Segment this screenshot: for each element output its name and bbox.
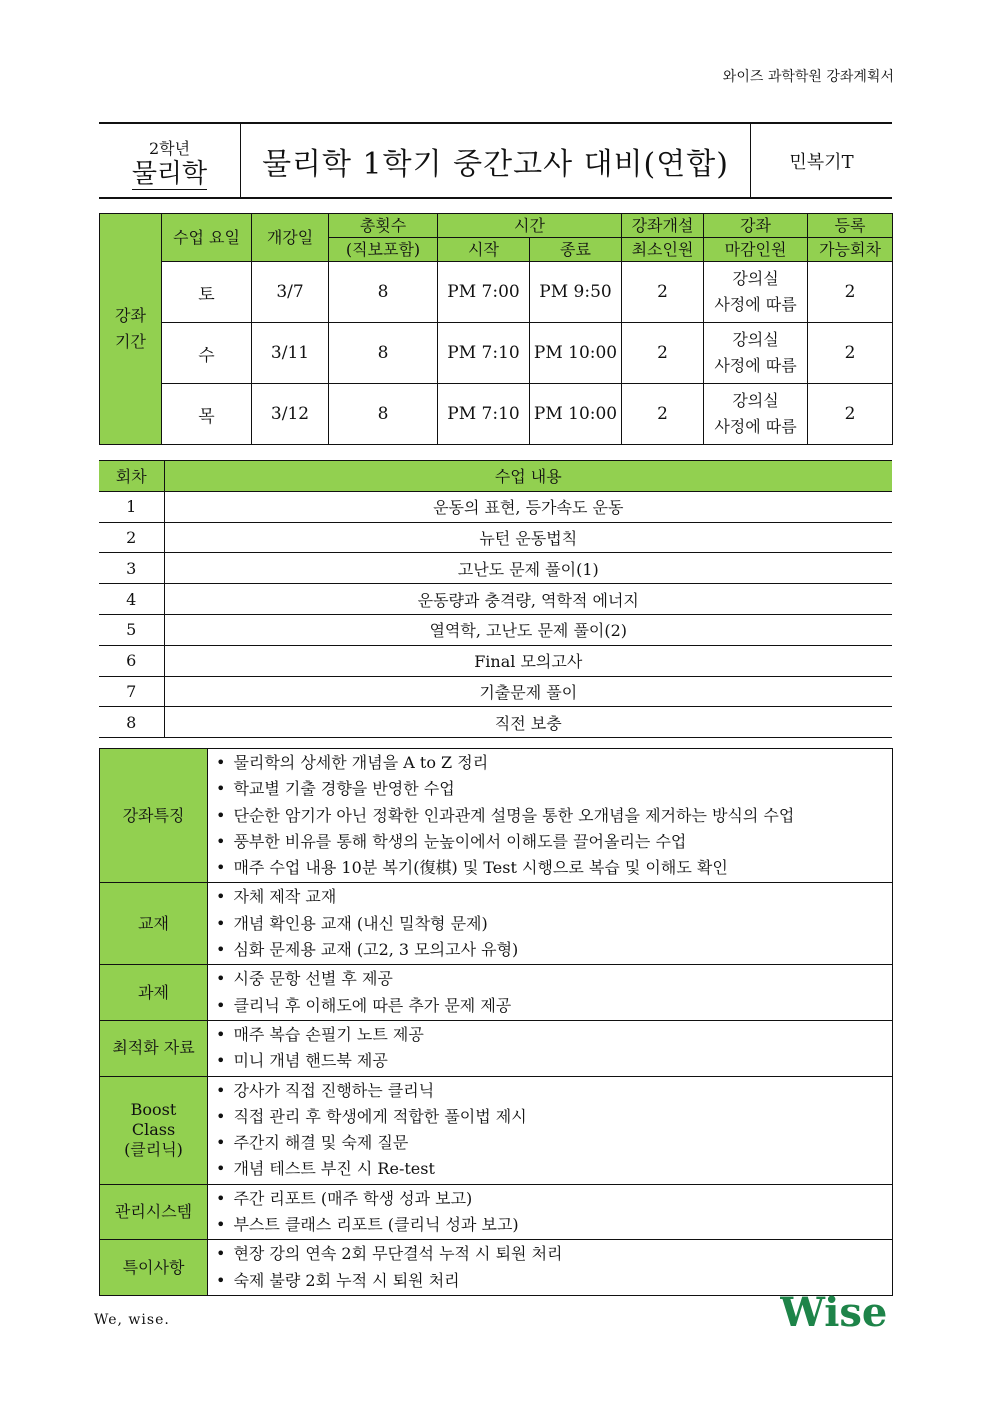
schedule-start-date: 3/7 (252, 262, 329, 323)
feature-items (208, 1020, 893, 1076)
wise-logo-text: Wise (780, 1290, 888, 1334)
feature-items (208, 749, 893, 883)
schedule-row (100, 262, 893, 323)
feature-label (100, 1020, 208, 1076)
session-content: Final 모의고사 (164, 645, 892, 676)
feature-item: • 심화 문제용 교재 (고2, 3 모의고사 유형) (216, 937, 892, 963)
schedule-close-1: 강의실 (732, 391, 779, 410)
feature-label-line: Boost (130, 1100, 177, 1120)
schedule-time-end: PM 10:00 (530, 384, 622, 445)
feature-item: • 학교별 기출 경향을 반영한 수업 (216, 776, 892, 802)
schedule-time-start: PM 7:10 (438, 384, 530, 445)
schedule-min: 2 (622, 323, 704, 384)
header-enroll: 등록 (808, 214, 893, 238)
schedule-row (100, 384, 893, 445)
feature-label-line: Class (131, 1120, 176, 1140)
feature-item: • 개념 확인용 교재 (내신 밀착형 문제) (216, 911, 892, 937)
schedule-enroll: 2 (808, 384, 893, 445)
feature-label-line: (클리닉) (124, 1140, 183, 1160)
schedule-close-1: 강의실 (732, 269, 779, 288)
session-row (99, 584, 892, 615)
feature-item: • 주간지 해결 및 숙제 질문 (216, 1130, 892, 1156)
schedule-close-1: 강의실 (732, 330, 779, 349)
header-min-people-2: 최소인원 (622, 238, 704, 262)
session-number: 4 (99, 584, 164, 615)
feature-items (208, 1076, 893, 1184)
session-row (99, 645, 892, 676)
title-block (99, 122, 892, 199)
schedule-day: 목 (162, 384, 252, 445)
session-number: 1 (99, 491, 164, 522)
schedule-day: 수 (162, 323, 252, 384)
feature-item: • 단순한 암기가 아닌 정확한 인과관계 설명을 통한 오개념을 제거하는 방식의 수업 (216, 803, 892, 829)
header-close: 강좌 (704, 214, 808, 238)
schedule-close-2: 사정에 따름 (714, 417, 797, 436)
header-close-2: 마감인원 (704, 238, 808, 262)
session-row (99, 553, 892, 584)
feature-item: • 시중 문항 선별 후 제공 (216, 966, 892, 992)
schedule-start-date: 3/12 (252, 384, 329, 445)
session-number: 5 (99, 614, 164, 645)
session-row (99, 676, 892, 707)
feature-label (100, 1240, 208, 1296)
feature-row (100, 965, 893, 1021)
feature-row (100, 749, 893, 883)
session-content: 운동의 표현, 등가속도 운동 (164, 491, 892, 522)
header-day: 수업 요일 (162, 214, 252, 262)
feature-row (100, 1184, 893, 1240)
session-content: 직전 보충 (164, 707, 892, 738)
feature-item: • 주간 리포트 (매주 학생 성과 보고) (216, 1186, 892, 1212)
feature-item: • 강사가 직접 진행하는 클리닉 (216, 1078, 892, 1104)
session-row (99, 614, 892, 645)
course-title: 물리학 1학기 중간고사 대비(연합) (241, 124, 751, 197)
header-time: 시간 (438, 214, 622, 238)
header-time-start: 시작 (438, 238, 530, 262)
header-min-people: 강좌개설 (622, 214, 704, 238)
schedule-enroll: 2 (808, 323, 893, 384)
feature-row (100, 1240, 893, 1296)
sessions-header-num: 회차 (99, 461, 164, 492)
feature-row (100, 1020, 893, 1076)
feature-item: • 물리학의 상세한 개념을 A to Z 정리 (216, 750, 892, 776)
features-table (99, 748, 893, 1296)
schedule-section-label-1: 강좌 (115, 306, 146, 325)
feature-label (100, 1076, 208, 1184)
schedule-table (99, 213, 893, 445)
schedule-day: 토 (162, 262, 252, 323)
schedule-close (704, 323, 808, 384)
feature-label-line: 관리시스템 (114, 1202, 193, 1222)
feature-item: • 클리닉 후 이해도에 따른 추가 문제 제공 (216, 993, 892, 1019)
grade-label: 2학년 (148, 139, 191, 158)
schedule-section-label (100, 214, 162, 445)
schedule-close-2: 사정에 따름 (714, 356, 797, 375)
feature-row (100, 1076, 893, 1184)
schedule-min: 2 (622, 262, 704, 323)
feature-items (208, 1184, 893, 1240)
feature-item: • 숙제 불량 2회 누적 시 퇴원 처리 (216, 1268, 892, 1294)
feature-item: • 현장 강의 연속 2회 무단결석 누적 시 퇴원 처리 (216, 1241, 892, 1267)
schedule-min: 2 (622, 384, 704, 445)
session-content: 고난도 문제 풀이(1) (164, 553, 892, 584)
header-total-sessions-note: (직보포함) (329, 238, 438, 262)
wise-logo (780, 1290, 896, 1334)
feature-label-line: 최적화 자료 (112, 1038, 195, 1058)
header-time-end: 종료 (530, 238, 622, 262)
schedule-time-end: PM 10:00 (530, 323, 622, 384)
feature-item: • 매주 복습 손필기 노트 제공 (216, 1022, 892, 1048)
session-number: 7 (99, 676, 164, 707)
schedule-section-label-2: 기간 (115, 332, 146, 351)
feature-label-line: 교재 (138, 913, 169, 933)
feature-label-line: 특이사항 (122, 1257, 185, 1277)
schedule-total: 8 (329, 384, 438, 445)
schedule-close-2: 사정에 따름 (714, 295, 797, 314)
sessions-table (99, 460, 892, 738)
feature-label-line: 강좌특징 (122, 805, 185, 825)
session-content: 뉴턴 운동법칙 (164, 522, 892, 553)
schedule-start-date: 3/11 (252, 323, 329, 384)
header-enroll-2: 가능회차 (808, 238, 893, 262)
session-row (99, 491, 892, 522)
schedule-total: 8 (329, 262, 438, 323)
feature-label (100, 883, 208, 965)
session-row (99, 707, 892, 738)
schedule-enroll: 2 (808, 262, 893, 323)
footer-slogan: We, wise. (94, 1312, 170, 1328)
feature-row (100, 883, 893, 965)
schedule-time-start: PM 7:00 (438, 262, 530, 323)
document-header: 와이즈 과학학원 강좌계획서 (722, 69, 894, 85)
feature-label-line: 과제 (138, 982, 169, 1002)
sessions-header-content: 수업 내용 (164, 461, 892, 492)
schedule-close (704, 384, 808, 445)
feature-item: • 부스트 클래스 리포트 (클리닉 성과 보고) (216, 1212, 892, 1238)
session-number: 8 (99, 707, 164, 738)
schedule-close (704, 262, 808, 323)
feature-items (208, 965, 893, 1021)
session-number: 6 (99, 645, 164, 676)
session-content: 운동량과 충격량, 역학적 에너지 (164, 584, 892, 615)
feature-label (100, 749, 208, 883)
feature-label (100, 1184, 208, 1240)
session-content: 열역학, 고난도 문제 풀이(2) (164, 614, 892, 645)
feature-item: • 자체 제작 교재 (216, 884, 892, 910)
session-content: 기출문제 풀이 (164, 676, 892, 707)
session-number: 2 (99, 522, 164, 553)
schedule-time-start: PM 7:10 (438, 323, 530, 384)
schedule-row (100, 323, 893, 384)
feature-item: • 개념 테스트 부진 시 Re-test (216, 1156, 892, 1182)
feature-items (208, 1240, 893, 1296)
feature-item: • 풍부한 비유를 통해 학생의 눈높이에서 이해도를 끌어올리는 수업 (216, 829, 892, 855)
session-row (99, 522, 892, 553)
teacher-name: 민복기T (789, 151, 854, 173)
header-start-date: 개강일 (252, 214, 329, 262)
feature-item: • 미니 개념 핸드북 제공 (216, 1048, 892, 1074)
feature-item: • 직접 관리 후 학생에게 적합한 풀이법 제시 (216, 1104, 892, 1130)
schedule-time-end: PM 9:50 (530, 262, 622, 323)
header-total-sessions: 총횟수 (329, 214, 438, 238)
feature-label (100, 965, 208, 1021)
subject-label: 물리학 (131, 159, 208, 189)
schedule-total: 8 (329, 323, 438, 384)
feature-items (208, 883, 893, 965)
grade-subject-cell (99, 124, 241, 197)
session-number: 3 (99, 553, 164, 584)
feature-item: • 매주 수업 내용 10분 복기(復棋) 및 Test 시행으로 복습 및 이해도 확인 (216, 855, 892, 881)
